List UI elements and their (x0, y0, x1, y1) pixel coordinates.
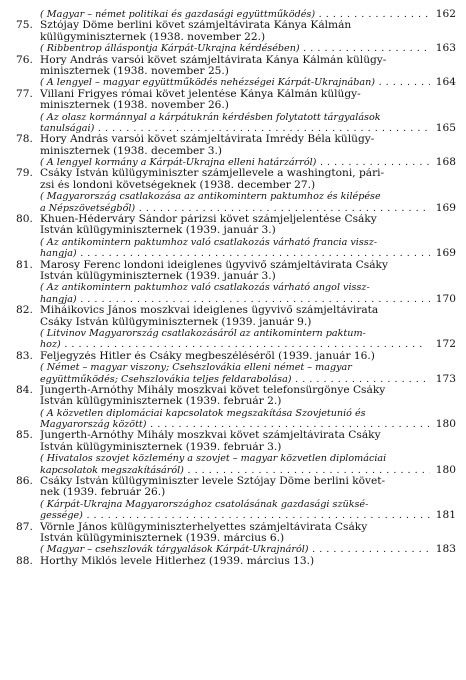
toc-page-number: 180 (432, 419, 456, 430)
toc-entry-text: Hory András varsói követ számjeltávirata Imrédy Béla külügy- (40, 134, 375, 146)
toc-entry-text: István külügyminiszternek (1939. január 3.) (40, 225, 276, 237)
toc-entry-text: zsi és londoni követségeknek (1938. december 27.) (40, 179, 316, 191)
toc-page-number: 181 (432, 510, 456, 521)
toc-entry-text: ( Ribbentrop álláspontja Kárpát-Ukrajna kérdésében) . . . (40, 43, 430, 54)
toc-entry-text: hangja) . . . (40, 248, 430, 259)
toc-entry-line (16, 271, 456, 282)
toc-entry-text: miniszternek (1938. november 26.) (40, 100, 229, 112)
toc-summary-line (16, 237, 456, 248)
toc-entry-text: ( Magyarország csatlakozása az antikomintern paktumhoz és kilépése (40, 191, 381, 203)
toc-entry-number: 88. (16, 554, 33, 567)
toc-entry-number: 75. (16, 19, 33, 32)
toc-entry-line (16, 476, 456, 487)
toc-entry-number: 82. (16, 304, 33, 317)
toc-entry-number: 84. (16, 383, 33, 396)
toc-entry-line (16, 442, 456, 453)
toc-summary-line (16, 112, 456, 123)
toc-page-number: 165 (432, 123, 456, 134)
toc-entry-text: Horthy Miklós levele Hitlerhez (1939. március 13.) (40, 555, 315, 567)
toc-entry-text: Vörnle János külügyminiszterhelyettes számjeltávirata Csáky (40, 521, 368, 533)
toc-entry-number: 87. (16, 520, 33, 533)
toc-entry-text: Khuen-Héderváry Sándor párizsi követ számjeljelentése Csáky (40, 214, 377, 226)
toc-page-number: 180 (432, 465, 456, 476)
toc-summary-line (16, 374, 456, 385)
toc-summary-line (16, 123, 456, 134)
toc-summary-line (16, 510, 456, 521)
toc-entry-number: 86. (16, 475, 33, 488)
toc-summary-line (16, 544, 456, 555)
toc-entry-text: Feljegyzés Hitler és Csáky megbeszéléséről (1939. január 16.) (40, 350, 375, 362)
toc-entry-line (16, 430, 456, 441)
toc-entry-line (16, 351, 456, 362)
toc-entry-text: ( Magyar – csehszlovák tárgyalások Kárpát-Ukrajnáról) . . . (40, 544, 430, 555)
toc-entry-line (16, 260, 456, 271)
toc-entry-text: ( A lengyel kormány a Kárpát-Ukrajna elleni határzárról) . . . (40, 157, 430, 168)
toc-entry-text: ( Az olasz kormánnyal a kárpátukrán kérdésben folytatott tárgyalások (40, 111, 381, 123)
toc-page-number: 183 (432, 544, 456, 555)
toc-entry-line (16, 533, 456, 544)
toc-entry-text: István külügyminiszternek (1939. január 3.) (40, 270, 276, 282)
toc-summary-line (16, 339, 456, 350)
toc-summary-line (16, 453, 456, 464)
toc-entry-line (16, 305, 456, 316)
toc-entry-line (16, 146, 456, 157)
toc-entry-text: István külügyminiszternek (1939. február 3.) (40, 441, 282, 453)
toc-entry-text: miniszternek (1938. november 25.) (40, 65, 229, 77)
toc-entry-number: 78. (16, 133, 33, 146)
toc-entry-text: Jungerth-Arnóthy Mihály moszkvai követ számjeltávirata Csáky (40, 430, 381, 442)
toc-entry-line (16, 100, 456, 111)
toc-entry-line (16, 134, 456, 145)
toc-entry-text: ( Német – magyar viszony; Csehszlovákia elleni német – magyar (40, 362, 352, 374)
toc-entry-text: ( Hivatalos szovjet közlemény a szovjet – magyar közvetlen diplomáciai (40, 453, 387, 465)
toc-summary-line (16, 43, 456, 54)
toc-entry-line (16, 20, 456, 31)
toc-entry-text: nek (1939. február 26.) (40, 487, 166, 499)
toc-entry-line (16, 487, 456, 498)
toc-entry-text: ( A közvetlen diplomáciai kapcsolatok megszakítása Szovjetunió és (40, 407, 366, 419)
toc-page-number: 169 (432, 248, 456, 259)
toc-entry-line (16, 89, 456, 100)
toc-page-number: 172 (432, 339, 456, 350)
toc-summary-line (16, 157, 456, 168)
toc-entry-text: hangja) . . . (40, 294, 430, 305)
toc-summary-line (16, 248, 456, 259)
toc-entry-text: Magyarország között) . . . (40, 419, 430, 430)
toc-summary-line (16, 362, 456, 373)
toc-summary-line (16, 282, 456, 293)
toc-entry-text: együttműködés; Csehszlovákia teljes feldarabolása) . . . (40, 374, 430, 385)
toc-entry-text: Hory András varsói követ számjeltávirata Kánya Kálmán külügy- (40, 54, 387, 66)
toc-entry-text: külügyminiszternek (1938. november 22.) (40, 31, 266, 43)
toc-entry-number: 83. (16, 349, 33, 362)
toc-entry-line (16, 214, 456, 225)
toc-entry-number: 81. (16, 258, 33, 271)
toc-entry-line (16, 385, 456, 396)
table-of-contents (16, 9, 456, 567)
toc-entry-text: ( Magyar – német politikai és gazdasági együttműködés) . . . (40, 9, 430, 20)
toc-entry-line (16, 317, 456, 328)
toc-page-number: 170 (432, 294, 456, 305)
toc-entry-line (16, 66, 456, 77)
toc-summary-line (16, 191, 456, 202)
toc-entry-text: ( Az antikomintern paktumhoz való csatlakozás várható francia vissz- (40, 236, 378, 248)
toc-entry-text: kapcsolatok megszakításáról) . . . (40, 465, 430, 476)
toc-summary-line (16, 294, 456, 305)
toc-page-number: 162 (432, 9, 456, 20)
toc-entry-line (16, 225, 456, 236)
toc-page-number: 168 (432, 157, 456, 168)
toc-entry-text: Villani Frigyes római követ jelentése Kánya Kálmán külügy- (40, 88, 361, 100)
toc-summary-line (16, 465, 456, 476)
toc-summary-line (16, 419, 456, 430)
toc-entry-text: Marosy Ferenc londoni ideiglenes ügyvivő számjeltávirata Csáky (40, 259, 388, 271)
toc-entry-text: István külügyminiszternek (1939. február 2.) (40, 396, 282, 408)
toc-entry-line (16, 32, 456, 43)
toc-entry-text: gessége) . . . (40, 510, 430, 521)
toc-summary-line (16, 77, 456, 88)
toc-entry-line (16, 556, 456, 567)
toc-entry-text: ( Kárpát-Ukrajna Magyarországhoz csatolásának gazdasági szüksé- (40, 498, 369, 510)
toc-entry-text: ( Litvinov Magyarország csatlakozásáról az antikomintern paktum- (40, 327, 366, 339)
toc-page-number: 173 (432, 374, 456, 385)
toc-summary-line (16, 9, 456, 20)
toc-entry-text: ( Az antikomintern paktumhoz való csatlakozás várható angol vissz- (40, 282, 370, 294)
toc-summary-line (16, 203, 456, 214)
toc-entry-number: 80. (16, 213, 33, 226)
toc-entry-line (16, 396, 456, 407)
toc-summary-line (16, 408, 456, 419)
toc-summary-line (16, 499, 456, 510)
toc-entry-text: ( A lengyel – magyar együttműködés nehézségei Kárpát-Ukrajnában) . . . (40, 77, 430, 88)
toc-entry-text: Sztójay Döme berlini követ számjeltávirata Kánya Kálmán (40, 20, 352, 32)
toc-entry-text: Miháikovics János moszkvai ideiglenes ügyvivő számjeltávirata (40, 305, 379, 317)
toc-entry-text: Csáky István külügyminiszternek (1939. január 9.) (40, 316, 312, 328)
toc-entry-number: 77. (16, 87, 33, 100)
toc-entry-number: 76. (16, 53, 33, 66)
toc-entry-text: Csáky István külügyminiszter levele Sztójay Döme berlini követ- (40, 476, 386, 488)
toc-entry-text: István külügyminiszternek (1939. március 6.) (40, 532, 285, 544)
toc-entry-line (16, 180, 456, 191)
toc-entry-line (16, 55, 456, 66)
toc-entry-text: Csáky István külügyminiszter számjellevele a washingtoni, pári- (40, 168, 385, 180)
toc-page-number: 164 (432, 77, 456, 88)
toc-page-number: 169 (432, 203, 456, 214)
toc-entry-text: tanulságai) . . . (40, 123, 430, 134)
toc-entry-number: 85. (16, 429, 33, 442)
toc-entry-line (16, 168, 456, 179)
toc-entry-text: a Népszövetségből) . . . (40, 203, 430, 214)
toc-entry-line (16, 522, 456, 533)
toc-summary-line (16, 328, 456, 339)
toc-entry-text: hoz) . . . (40, 339, 430, 350)
toc-entry-text: Jungerth-Arnóthy Mihály moszkvai követ telefonsürgönye Csáky (40, 384, 386, 396)
toc-entry-number: 79. (16, 167, 33, 180)
toc-entry-text: miniszternek (1938. december 3.) (40, 145, 222, 157)
toc-page-number: 163 (432, 43, 456, 54)
